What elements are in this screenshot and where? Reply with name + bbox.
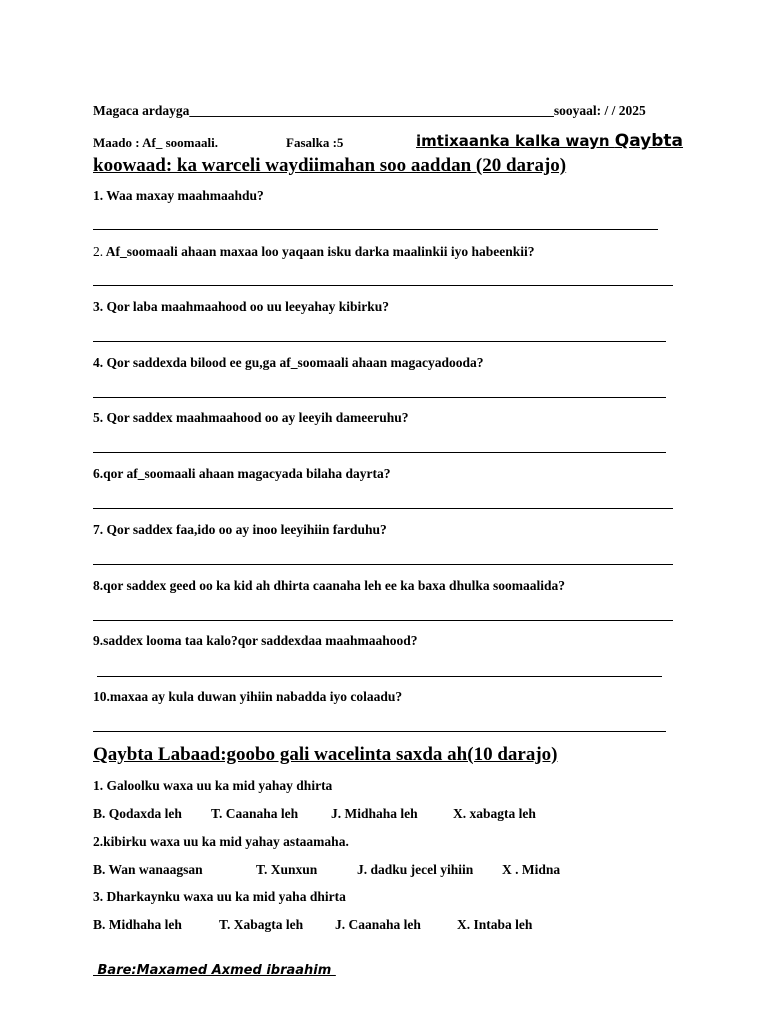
answer-line-7[interactable] <box>93 564 673 565</box>
mc-option-2b[interactable]: B. Wan wanaagsan <box>93 862 203 877</box>
question-3: 3. Qor laba maahmaahood oo uu leeyahay kibirku? <box>93 299 390 314</box>
student-name-blank[interactable]: ______________________________________________________ <box>189 103 554 118</box>
mc-option-3x[interactable]: X. Intaba leh <box>457 917 533 932</box>
answer-line-2[interactable] <box>93 285 673 286</box>
exam-title: imtixaanka kalka wayn <box>416 132 615 150</box>
teacher-name: Bare:Maxamed Axmed ibraahim <box>93 963 336 978</box>
answer-line-6[interactable] <box>93 508 673 509</box>
mc-question-3: 3. Dharkaynku waxa uu ka mid yaha dhirta <box>93 889 346 904</box>
section1-title-part1: Qaybta <box>614 131 684 151</box>
section2-title: Qaybta Labaad:goobo gali wacelinta saxda ah(10 darajo) <box>93 744 558 765</box>
mc-option-3j[interactable]: J. Caanaha leh <box>335 917 421 932</box>
question-8: 8.qor saddex geed oo ka kid ah dhirta caanaha leh ee ka baxa dhulka soomaalida? <box>93 578 565 593</box>
student-name-line <box>93 103 646 119</box>
question-7: 7. Qor saddex faa,ido oo ay inoo leeyihiin farduhu? <box>93 522 387 537</box>
question-4: 4. Qor saddexda bilood ee gu,ga af_soomaali ahaan magacyadooda? <box>93 355 484 370</box>
question-1: 1. Waa maxay maahmaahdu? <box>93 188 264 203</box>
mc-question-2: 2.kibirku waxa uu ka mid yahay astaamaha. <box>93 834 349 849</box>
answer-line-9[interactable] <box>97 676 662 677</box>
grade-label: Fasalka :5 <box>286 135 344 150</box>
date-label: sooyaal: / / 2025 <box>553 103 646 118</box>
mc-option-3b[interactable]: B. Midhaha leh <box>93 917 182 932</box>
mc-question-1: 1. Galoolku waxa uu ka mid yahay dhirta <box>93 778 333 793</box>
question-5: 5. Qor saddex maahmaahood oo ay leeyih dameeruhu? <box>93 410 409 425</box>
answer-line-8[interactable] <box>93 620 673 621</box>
answer-line-5[interactable] <box>93 452 666 453</box>
mc-option-2x[interactable]: X . Midna <box>502 862 561 877</box>
student-name-label: Magaca ardayga <box>93 103 190 118</box>
answer-line-1[interactable] <box>93 229 658 230</box>
exam-title-line <box>416 131 683 151</box>
mc-option-2t[interactable]: T. Xunxun <box>256 862 318 877</box>
answer-line-4[interactable] <box>93 397 666 398</box>
subject-label: Maado : Af_ soomaali. <box>93 135 218 150</box>
section1-title-part2: koowaad: ka warceli waydiimahan soo aaddan (20 darajo) <box>93 155 567 176</box>
question-10: 10.maxaa ay kula duwan yihiin nabadda iyo colaadu? <box>93 689 403 704</box>
mc-option-1x[interactable]: X. xabagta leh <box>453 806 536 821</box>
mc-option-1b[interactable]: B. Qodaxda leh <box>93 806 182 821</box>
mc-option-1j[interactable]: J. Midhaha leh <box>331 806 418 821</box>
answer-line-3[interactable] <box>93 341 666 342</box>
question-2: 2. Af_soomaali ahaan maxaa loo yaqaan isku darka maalinkii iyo habeenkii? <box>93 244 535 259</box>
answer-line-10[interactable] <box>93 731 666 732</box>
mc-option-1t[interactable]: T. Caanaha leh <box>211 806 299 821</box>
question-9: 9.saddex looma taa kalo?qor saddexdaa maahmaahood? <box>93 633 418 648</box>
question-6: 6.qor af_soomaali ahaan magacyada bilaha dayrta? <box>93 466 391 481</box>
mc-option-3t[interactable]: T. Xabagta leh <box>219 917 304 932</box>
mc-option-2j[interactable]: J. dadku jecel yihiin <box>357 862 474 877</box>
